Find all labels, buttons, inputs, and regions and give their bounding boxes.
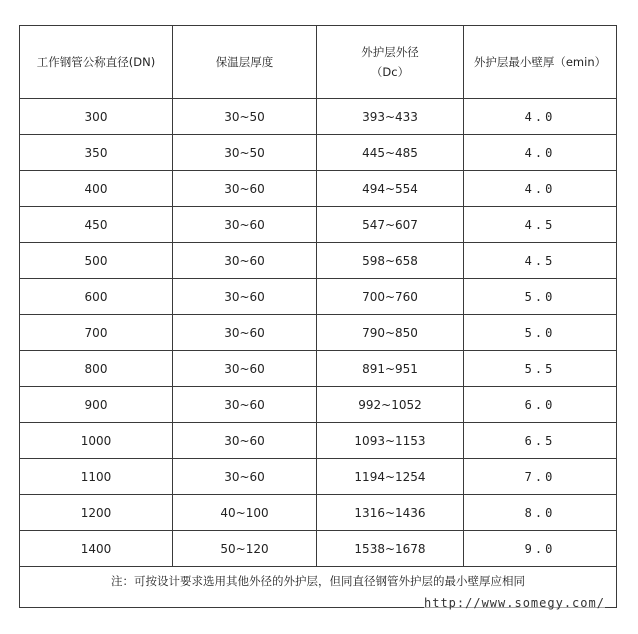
cell-insulation: 30~60	[173, 315, 317, 351]
cell-dn: 900	[20, 387, 173, 423]
cell-insulation: 40~100	[173, 495, 317, 531]
cell-min-thickness: 4.0	[464, 99, 617, 135]
cell-min-thickness: 4.0	[464, 171, 617, 207]
cell-insulation: 30~60	[173, 207, 317, 243]
table-row	[20, 207, 617, 243]
cell-insulation: 30~60	[173, 423, 317, 459]
header-row	[20, 26, 617, 99]
cell-insulation: 30~60	[173, 351, 317, 387]
cell-insulation: 30~60	[173, 243, 317, 279]
cell-outer-diameter: 790~850	[317, 315, 464, 351]
table-note: 注：可按设计要求选用其他外径的外护层，但同直径钢管外护层的最小壁厚应相同	[20, 567, 617, 608]
site-watermark: http://www.somegy.com/	[424, 596, 605, 610]
table-row	[20, 351, 617, 387]
cell-dn: 600	[20, 279, 173, 315]
cell-dn: 500	[20, 243, 173, 279]
cell-dn: 800	[20, 351, 173, 387]
table-row	[20, 423, 617, 459]
cell-min-thickness: 5.5	[464, 351, 617, 387]
cell-outer-diameter: 547~607	[317, 207, 464, 243]
table-row	[20, 243, 617, 279]
cell-min-thickness: 9.0	[464, 531, 617, 567]
header-min-thickness: 外护层最小壁厚（emin）	[464, 26, 617, 99]
table-row	[20, 459, 617, 495]
cell-insulation: 50~120	[173, 531, 317, 567]
cell-dn: 700	[20, 315, 173, 351]
cell-dn: 1000	[20, 423, 173, 459]
cell-dn: 300	[20, 99, 173, 135]
cell-outer-diameter: 445~485	[317, 135, 464, 171]
table-row	[20, 315, 617, 351]
table-row	[20, 279, 617, 315]
cell-outer-diameter: 992~1052	[317, 387, 464, 423]
cell-dn: 400	[20, 171, 173, 207]
cell-insulation: 30~50	[173, 135, 317, 171]
cell-outer-diameter: 494~554	[317, 171, 464, 207]
cell-outer-diameter: 891~951	[317, 351, 464, 387]
cell-outer-diameter: 598~658	[317, 243, 464, 279]
cell-min-thickness: 4.5	[464, 243, 617, 279]
cell-insulation: 30~50	[173, 99, 317, 135]
cell-min-thickness: 4.5	[464, 207, 617, 243]
header-outer-diameter-line1: 外护层外径	[361, 45, 419, 59]
cell-insulation: 30~60	[173, 459, 317, 495]
cell-dn: 1400	[20, 531, 173, 567]
header-dn: 工作钢管公称直径(DN)	[20, 26, 173, 99]
cell-min-thickness: 6.0	[464, 387, 617, 423]
spec-table	[19, 25, 617, 608]
cell-dn: 450	[20, 207, 173, 243]
cell-min-thickness: 4.0	[464, 135, 617, 171]
table-row	[20, 135, 617, 171]
cell-min-thickness: 6.5	[464, 423, 617, 459]
cell-outer-diameter: 1538~1678	[317, 531, 464, 567]
cell-min-thickness: 7.0	[464, 459, 617, 495]
cell-dn: 350	[20, 135, 173, 171]
table-row	[20, 99, 617, 135]
table-row	[20, 531, 617, 567]
cell-insulation: 30~60	[173, 171, 317, 207]
table-body	[20, 26, 617, 608]
cell-outer-diameter: 1093~1153	[317, 423, 464, 459]
cell-min-thickness: 8.0	[464, 495, 617, 531]
table-row	[20, 495, 617, 531]
table-row	[20, 387, 617, 423]
table-row	[20, 171, 617, 207]
header-outer-diameter-line2: （Dc）	[370, 65, 410, 79]
cell-outer-diameter: 700~760	[317, 279, 464, 315]
cell-outer-diameter: 393~433	[317, 99, 464, 135]
cell-insulation: 30~60	[173, 279, 317, 315]
header-outer-diameter	[317, 26, 464, 99]
cell-min-thickness: 5.0	[464, 315, 617, 351]
cell-dn: 1100	[20, 459, 173, 495]
cell-insulation: 30~60	[173, 387, 317, 423]
cell-dn: 1200	[20, 495, 173, 531]
cell-outer-diameter: 1194~1254	[317, 459, 464, 495]
cell-outer-diameter: 1316~1436	[317, 495, 464, 531]
header-insulation: 保温层厚度	[173, 26, 317, 99]
cell-min-thickness: 5.0	[464, 279, 617, 315]
